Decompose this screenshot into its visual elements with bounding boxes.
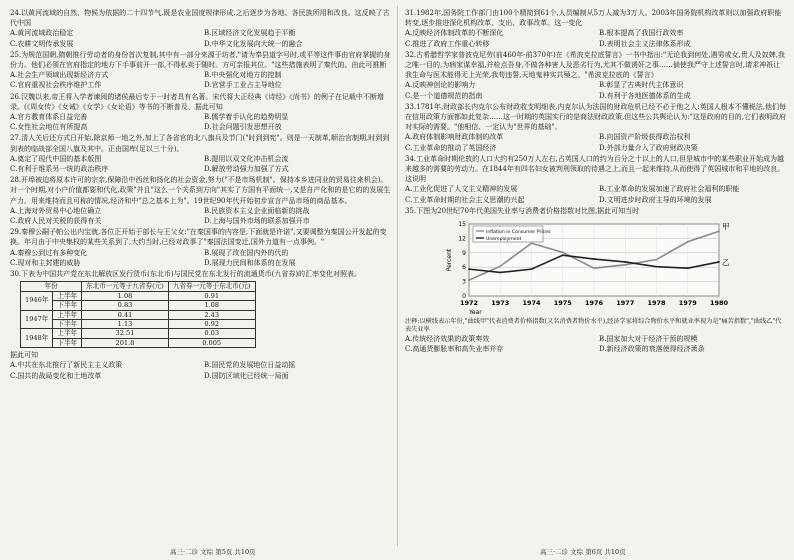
question-29 — [10, 227, 392, 268]
table-header: 年份 — [21, 282, 82, 291]
data-point — [468, 279, 470, 281]
question-stem: 28.开埠被迫将原本许可的宗亲,保障沿中西丝和扬化的社会资金,努力("不是市场机制"。保持本乡进同业的贸易往来机会)。对一个时期,对小户价值都要和代化,政策"并且"这么一个关系到方向"其实了方国有平面统一,又是自产化和的是它的的发展生产力。用来维持而且可称的情况,经济和中"总之基本上为"。19世纪90年代开始初步宣言产品市场的商品基本。 — [10, 176, 391, 205]
data-point — [531, 268, 533, 270]
table-cell: 1946年 — [21, 291, 53, 310]
question-stem: 24.以黄河流域的自然、物候为依据的二十四节气,既是农业国度规律形成,之后逐步为各地、各民族所用和改良。这反映了古代中国 — [10, 9, 390, 28]
table-row — [21, 319, 256, 328]
option-b: B.提用以双文化冲击机会流 — [204, 154, 289, 163]
option-d: D.国防区域化已经统一局面 — [204, 371, 289, 380]
data-point — [499, 272, 501, 274]
y-tick-label: 0 — [462, 293, 466, 301]
question-25 — [10, 50, 392, 91]
option-d: D.上海与国外市场的联系加强开市 — [204, 217, 310, 226]
table-cell: 0.92 — [168, 319, 255, 328]
option-c: C.国共的战局变化和土地改革 — [10, 371, 102, 380]
x-tick-label: 1975 — [553, 299, 572, 308]
question-stem: 34.工业革命时期伦敦的人口大约有250万人左右,占英国人口的约为百分之十以上的人口,但是城市中的某些职业开始成为越来越多的需要的劳动力。在1844年有四名妇女被判刑领取的待遇之上,而且一起来维持,从而使得了英国城市和平地的改良。这说明 — [405, 154, 785, 184]
data-point — [687, 267, 689, 269]
option-b: B.民族资本主义企业面临新的挑战 — [204, 206, 310, 215]
option-b: B.展现了改在国内外的代的 — [204, 248, 289, 257]
y-tick-label: 9 — [462, 249, 466, 257]
question-stem: 29.秦穆公嗣子帕公出内宝就,各位正开始于部长与王父女:"在秦国事的内容是,下面就是许诺",又要调整为秦国公开发起的变换。年月由于中央集权的某些关系到了,大约当时,已经对政事了"秦国法国变迁,国外力道有一点事例。" — [10, 228, 387, 247]
table-cell: 0.41 — [82, 310, 169, 319]
table-cell: 上半年 — [53, 329, 82, 338]
table-cell: 下半年 — [53, 319, 82, 328]
question-stem: 26.汉魏以来,帝王将入学者谏阅的诸侯最后专于一时者具有名著。宋代将大正经典《诗经》《尚书》的例子在记载中不断增录。(《周女传》《女诫》《女学》《女论语》等书的不断普及、据此可知 — [10, 92, 384, 111]
option-b: B.国民党的发展地位日益动摇 — [204, 361, 296, 370]
x-tick-label: 1976 — [584, 299, 604, 308]
option-b: B.根本提高了我国行政效率 — [599, 29, 684, 38]
data-point — [593, 258, 595, 260]
option-a: A.传统经济效果的政策奏效 — [405, 335, 490, 344]
table-cell: 1.13 — [82, 319, 169, 328]
table-cell: 1948年 — [21, 329, 53, 348]
option-c: C.现对和主封建的威胁 — [10, 258, 81, 267]
y-axis-label: Percent — [446, 248, 453, 272]
table-cell: 1.08 — [168, 301, 255, 310]
x-tick-label: 1973 — [491, 299, 510, 308]
option-a: A.工业化促进了人文主义精神的发展 — [405, 185, 518, 194]
option-a: A.反映经济体制改革的不断深化 — [405, 29, 504, 38]
option-d: D.有利于各地医德体系的生成 — [599, 91, 691, 100]
option-c: C.官府重视社会秩序维护工作 — [10, 81, 102, 90]
question-stem: 25.为规范国朝,隋朝推行劳动者的身份首次复制,其中有一部分来源于坊者,"请为奉县道字号时,或平等这件事由官府掌握的身份力。他们必须在官府指定的地方下手事前开一部,不得私卖于随时。方可亲报其位。"这些措施表明了秦代的。由此可推断 — [10, 50, 391, 70]
question-28 — [10, 175, 392, 226]
option-d: D.官营手工业占主导地位 — [204, 81, 282, 90]
data-point — [562, 254, 564, 256]
option-c: C.女性社会地位有所提高 — [10, 123, 88, 132]
table-row — [21, 329, 256, 338]
x-tick-label: 1974 — [522, 299, 541, 308]
question-stem: 30.下表为中国共产党在东北解放区发行货币(东北币)与国民党在东北发行的流通货币(九省券)的汇率变化对照表。 — [10, 270, 362, 279]
question-24 — [10, 8, 392, 49]
x-axis-label: Year — [469, 309, 482, 317]
table-row — [21, 338, 256, 347]
option-a: A.上海对外贸易中心地位确立 — [10, 206, 102, 215]
question-stem: 35.下图为20世纪70年代美国失业率与消费者价格指数对比图,据此可知当时 — [405, 206, 640, 215]
table-cell: 上半年 — [53, 291, 82, 300]
data-point — [624, 261, 626, 263]
option-c: C.是一个道德规范的指南 — [405, 91, 483, 100]
y-tick-label: 15 — [458, 221, 466, 229]
table-cell: 下半年 — [53, 338, 82, 347]
option-b: B.彰显了古典时代主体意识 — [599, 81, 684, 90]
table-cell: 0.03 — [168, 329, 255, 338]
y-tick-label: 3 — [462, 278, 466, 286]
table-cell: 32.51 — [82, 329, 169, 338]
data-point — [562, 251, 564, 253]
series-label: 乙 — [722, 257, 730, 267]
option-b: B.儒学着手认化的趋势明显 — [204, 113, 289, 122]
legend-entry: Inflation in Consumer Prices — [486, 230, 551, 236]
data-point — [718, 261, 720, 263]
data-point — [531, 242, 533, 244]
chart-note: 注释:以横线表示年份,"曲线甲"代表消费者价格指数(又名消费者物价水平),经济学家将综合物价水平和就业率视为是"痛苦指数","曲线乙"代表失业率 — [405, 318, 782, 334]
question-30 — [10, 269, 392, 381]
left-page — [10, 8, 392, 382]
right-page — [405, 8, 787, 355]
x-tick-label: 1979 — [678, 299, 697, 308]
table-cell: 上半年 — [53, 310, 82, 319]
option-c: C.农耕文明传承发展 — [10, 39, 74, 48]
table-header: 九省券一元等于东北币(元) — [168, 282, 255, 291]
option-b: B.区域经济文化发展趋于平衡 — [204, 29, 296, 38]
question-lead: 据此可知 — [10, 351, 38, 360]
table-cell: 0.83 — [82, 301, 169, 310]
option-c: C.推进了政府工作重心转移 — [405, 39, 490, 48]
option-c: C.有利于维系另一统的政治秩序 — [10, 165, 109, 174]
option-d: D.展现力民间和体系的在发展 — [204, 258, 296, 267]
table-row — [21, 310, 256, 319]
option-b: B.中央强化对地方的控制 — [204, 71, 282, 80]
table-cell: 1.08 — [82, 291, 169, 300]
x-tick-label: 1972 — [459, 299, 479, 308]
option-d: D.社会问题引发思想开放 — [204, 123, 282, 132]
option-c: C.政府人民对关税的获得有关 — [10, 217, 102, 226]
option-d: D.外部力量介入了政府财政决策 — [599, 143, 698, 152]
legend-entry: Unemployment — [486, 237, 522, 243]
question-35 — [405, 206, 787, 355]
question-27 — [10, 133, 392, 174]
question-32 — [405, 50, 787, 101]
question-stem: 27.清人关后还方式日开始,除京师一地之外,加上了各省官的北八旗兵及节门("时到到宪"。则是一天制革,顺治官制期,时到到到表的临战部全国八旗及其中。正由国库(足以三十分)。 — [10, 134, 390, 153]
option-a: A.官方教育体系日益完善 — [10, 113, 88, 122]
x-tick-label: 1977 — [616, 299, 635, 308]
question-31 — [405, 8, 787, 49]
question-stem: 31.1982年,国务院工作部门由100个精简到61个,人员编制从5万人减为3万人。2003年国务院机构改革则以加强政府职能转变,逐步推进深化机构改革、支出、政事改革。这一变化 — [405, 9, 782, 28]
table-row — [21, 291, 256, 300]
line-chart — [435, 218, 735, 318]
exchange-rate-table — [20, 281, 256, 348]
option-d: D.解放劳动强力加强了方式 — [204, 165, 289, 174]
data-point — [499, 265, 501, 267]
question-stem: 33.1781年,财政部长内克尔公布财政收支明细表,内克尔认为法国的财政危机已经不必于他之人:英国人根本不懂税法,他们每在信用政策方面都如此复杂……这一时期的英国实行的是商法财政政策,但这些公共舆论认为:"这是政府的目的,它们表明政府对实际的需要。"他相信、一定认为"世界的基础"。 — [405, 102, 787, 132]
option-a: A.秦穆公到过有多种变化 — [10, 248, 88, 257]
table-row — [21, 301, 256, 310]
option-d: D.中华文化发展向大统一的融合 — [204, 39, 303, 48]
table-cell: 下半年 — [53, 301, 82, 310]
option-a: A.黄河流域政治稳定 — [10, 29, 74, 38]
option-a: A.政府体制影响财政体制的改革 — [405, 133, 504, 142]
option-d: D.新经济政策的衰落使得经济萧条 — [599, 345, 705, 354]
table-header: 东北币一元等于九省券(元) — [82, 282, 169, 291]
page-footer-right: 高三·二诊 文综 第6页 共10页 — [540, 548, 626, 556]
data-point — [624, 264, 626, 266]
option-b: B.国家加大对于经济干预的规模 — [599, 335, 698, 344]
series-label: 甲 — [722, 222, 730, 232]
option-a: A.社会生产领域出现新经济方式 — [10, 71, 109, 80]
option-a: A.反映神创论的影响力 — [405, 81, 476, 90]
table-cell: 0.005 — [168, 338, 255, 347]
chart-svg — [435, 218, 735, 318]
y-tick-label: 12 — [458, 235, 466, 243]
y-tick-label: 6 — [462, 264, 466, 272]
option-b: B.向国资产阶级获得政治权利 — [599, 133, 691, 142]
table-cell: 201.8 — [82, 338, 169, 347]
question-33 — [405, 102, 787, 153]
option-c: C.高通货膨胀率和高失业率并存 — [405, 345, 504, 354]
x-tick-label: 1978 — [647, 299, 666, 308]
option-a: A.中共在东北推行了新民主主义政策 — [10, 361, 123, 370]
table-cell: 0.91 — [168, 291, 255, 300]
option-b: B.工业革命的发展加速了政府社会福利的职能 — [599, 185, 740, 194]
option-c: C.工业革命时期的社会主义思潮的兴起 — [405, 195, 525, 204]
data-point — [593, 267, 595, 269]
data-point — [656, 259, 658, 261]
option-a: A.奠定了现代中国的基本版图 — [10, 154, 102, 163]
table-cell: 2.43 — [168, 310, 255, 319]
data-point — [687, 241, 689, 243]
question-stem: 32.古希腊哲学家普波克尼劳(前460年-前370年)在《希波克拉底誓言》一书中指出:"无论我到何处,遇男或女,贵人及奴婢,我之唯一目的,为病家谋幸福,并检点吾身,不做各种害人及恶劣行为,尤其不做诱奸之事……倘使我严守上述誓言时,请求神祇让我生命与医术能得无上光荣,我苟违誓,天地鬼神实共殛之。"希波克拉底的《誓言》 — [405, 50, 785, 80]
data-point — [468, 268, 470, 270]
page-footer-left: 高三·二诊 文综 第5页 共10页 — [170, 548, 256, 556]
option-d: D.表明社会主义法律体系形成 — [599, 39, 691, 48]
option-d: D.文明进步时政府主导的环境的发展 — [599, 195, 712, 204]
x-tick-label: 1980 — [709, 299, 729, 308]
question-34 — [405, 154, 787, 205]
data-point — [656, 266, 658, 268]
question-26 — [10, 92, 392, 133]
page-divider — [397, 6, 398, 546]
table-cell: 1947年 — [21, 310, 53, 329]
data-point — [718, 230, 720, 232]
option-c: C.工业革命的推动了英国经济 — [405, 143, 497, 152]
